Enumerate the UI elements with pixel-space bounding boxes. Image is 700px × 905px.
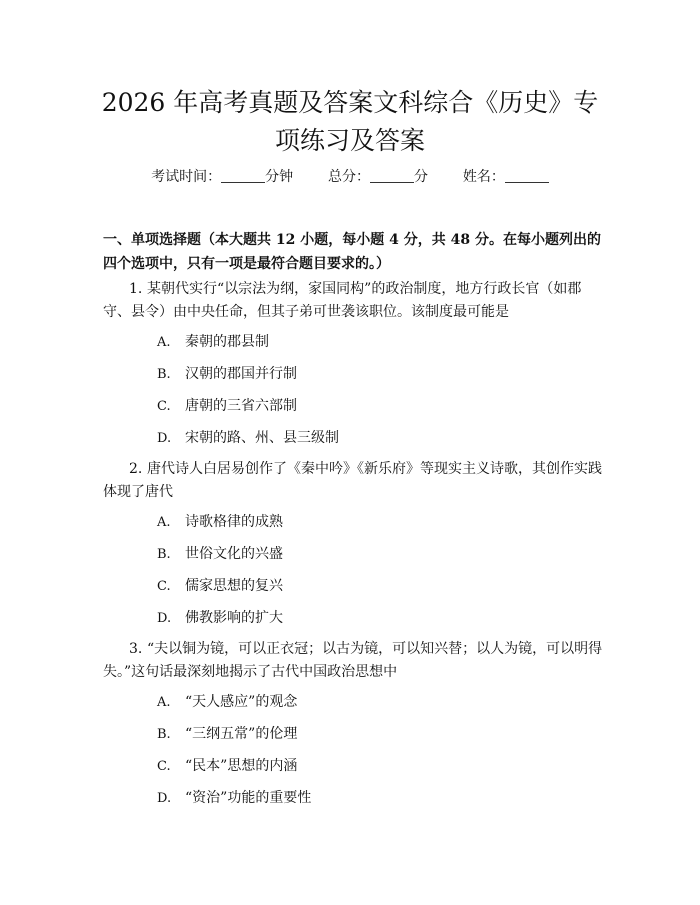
option-text: “三纲五常”的伦理 <box>185 726 298 742</box>
option-text: “民本”思想的内涵 <box>185 758 298 774</box>
question-2-option-c[interactable] <box>157 576 283 597</box>
question-3-option-a[interactable] <box>157 692 297 713</box>
question-1-option-a[interactable] <box>157 332 269 353</box>
option-letter: B. <box>157 727 171 742</box>
question-number: 3. <box>129 641 143 657</box>
exam-meta <box>0 166 700 188</box>
page-title-line-2: 项练习及答案 <box>274 126 425 155</box>
option-letter: B. <box>157 367 171 382</box>
option-text: 汉朝的郡国并行制 <box>185 366 297 382</box>
option-text: 世俗文化的兴盛 <box>185 546 283 562</box>
time-unit: 分钟 <box>265 169 294 185</box>
question-text: “夫以铜为镜，可以正衣冠；以古为镜，可以知兴替；以人为镜，可以明得失。”这句话最深刻地揭示了古代中国政治思想中 <box>103 641 603 680</box>
question-2-option-b[interactable] <box>157 544 283 565</box>
name-blank <box>505 168 549 183</box>
option-text: 唐朝的三省六部制 <box>185 398 297 414</box>
option-text: 儒家思想的复兴 <box>185 578 283 594</box>
time-label: 考试时间： <box>151 169 222 185</box>
option-letter: B. <box>157 547 171 562</box>
option-text: “天人感应”的观念 <box>185 694 298 710</box>
option-text: 秦朝的郡县制 <box>185 334 269 350</box>
question-2 <box>103 458 603 504</box>
question-number: 2. <box>129 461 143 477</box>
score-unit: 分 <box>414 169 428 185</box>
question-1-option-b[interactable] <box>157 364 297 385</box>
option-text: 宋朝的路、州、县三级制 <box>185 430 339 446</box>
question-3-option-d[interactable] <box>157 788 311 809</box>
option-letter: C. <box>157 759 171 774</box>
option-letter: D. <box>157 431 172 446</box>
option-letter: C. <box>157 579 171 594</box>
question-3 <box>103 638 603 684</box>
question-2-option-d[interactable] <box>157 608 283 629</box>
option-letter: D. <box>157 791 172 806</box>
option-letter: C. <box>157 399 171 414</box>
time-blank <box>221 168 265 183</box>
option-text: “资治”功能的重要性 <box>185 790 312 806</box>
page-title-line-1: 2026 年高考真题及答案文科综合《历史》专 <box>101 88 599 117</box>
score-blank <box>370 168 414 183</box>
option-letter: A. <box>157 515 171 530</box>
option-text: 佛教影响的扩大 <box>185 610 283 626</box>
question-3-option-b[interactable] <box>157 724 297 745</box>
question-1-option-d[interactable] <box>157 428 339 449</box>
question-1 <box>103 278 603 324</box>
question-number: 1. <box>129 281 143 297</box>
option-letter: A. <box>157 335 171 350</box>
option-letter: A. <box>157 695 171 710</box>
question-3-option-c[interactable] <box>157 756 297 777</box>
name-label: 姓名： <box>462 169 505 185</box>
question-2-option-a[interactable] <box>157 512 283 533</box>
question-text: 某朝代实行“以宗法为纲，家国同构”的政治制度，地方行政长官（如郡守、县令）由中央任命，但其子弟可世袭该职位。该制度最可能是 <box>103 281 582 320</box>
section-heading: 一、单项选择题（本大题共 12 小题，每小题 4 分，共 48 分。在每小题列出的四个选项中，只有一项是最符合题目要求的。） <box>103 232 601 272</box>
option-letter: D. <box>157 611 172 626</box>
question-1-option-c[interactable] <box>157 396 297 417</box>
question-text: 唐代诗人白居易创作了《秦中吟》《新乐府》等现实主义诗歌，其创作实践体现了唐代 <box>103 461 602 500</box>
option-text: 诗歌格律的成熟 <box>185 514 283 530</box>
score-label: 总分： <box>328 169 370 185</box>
